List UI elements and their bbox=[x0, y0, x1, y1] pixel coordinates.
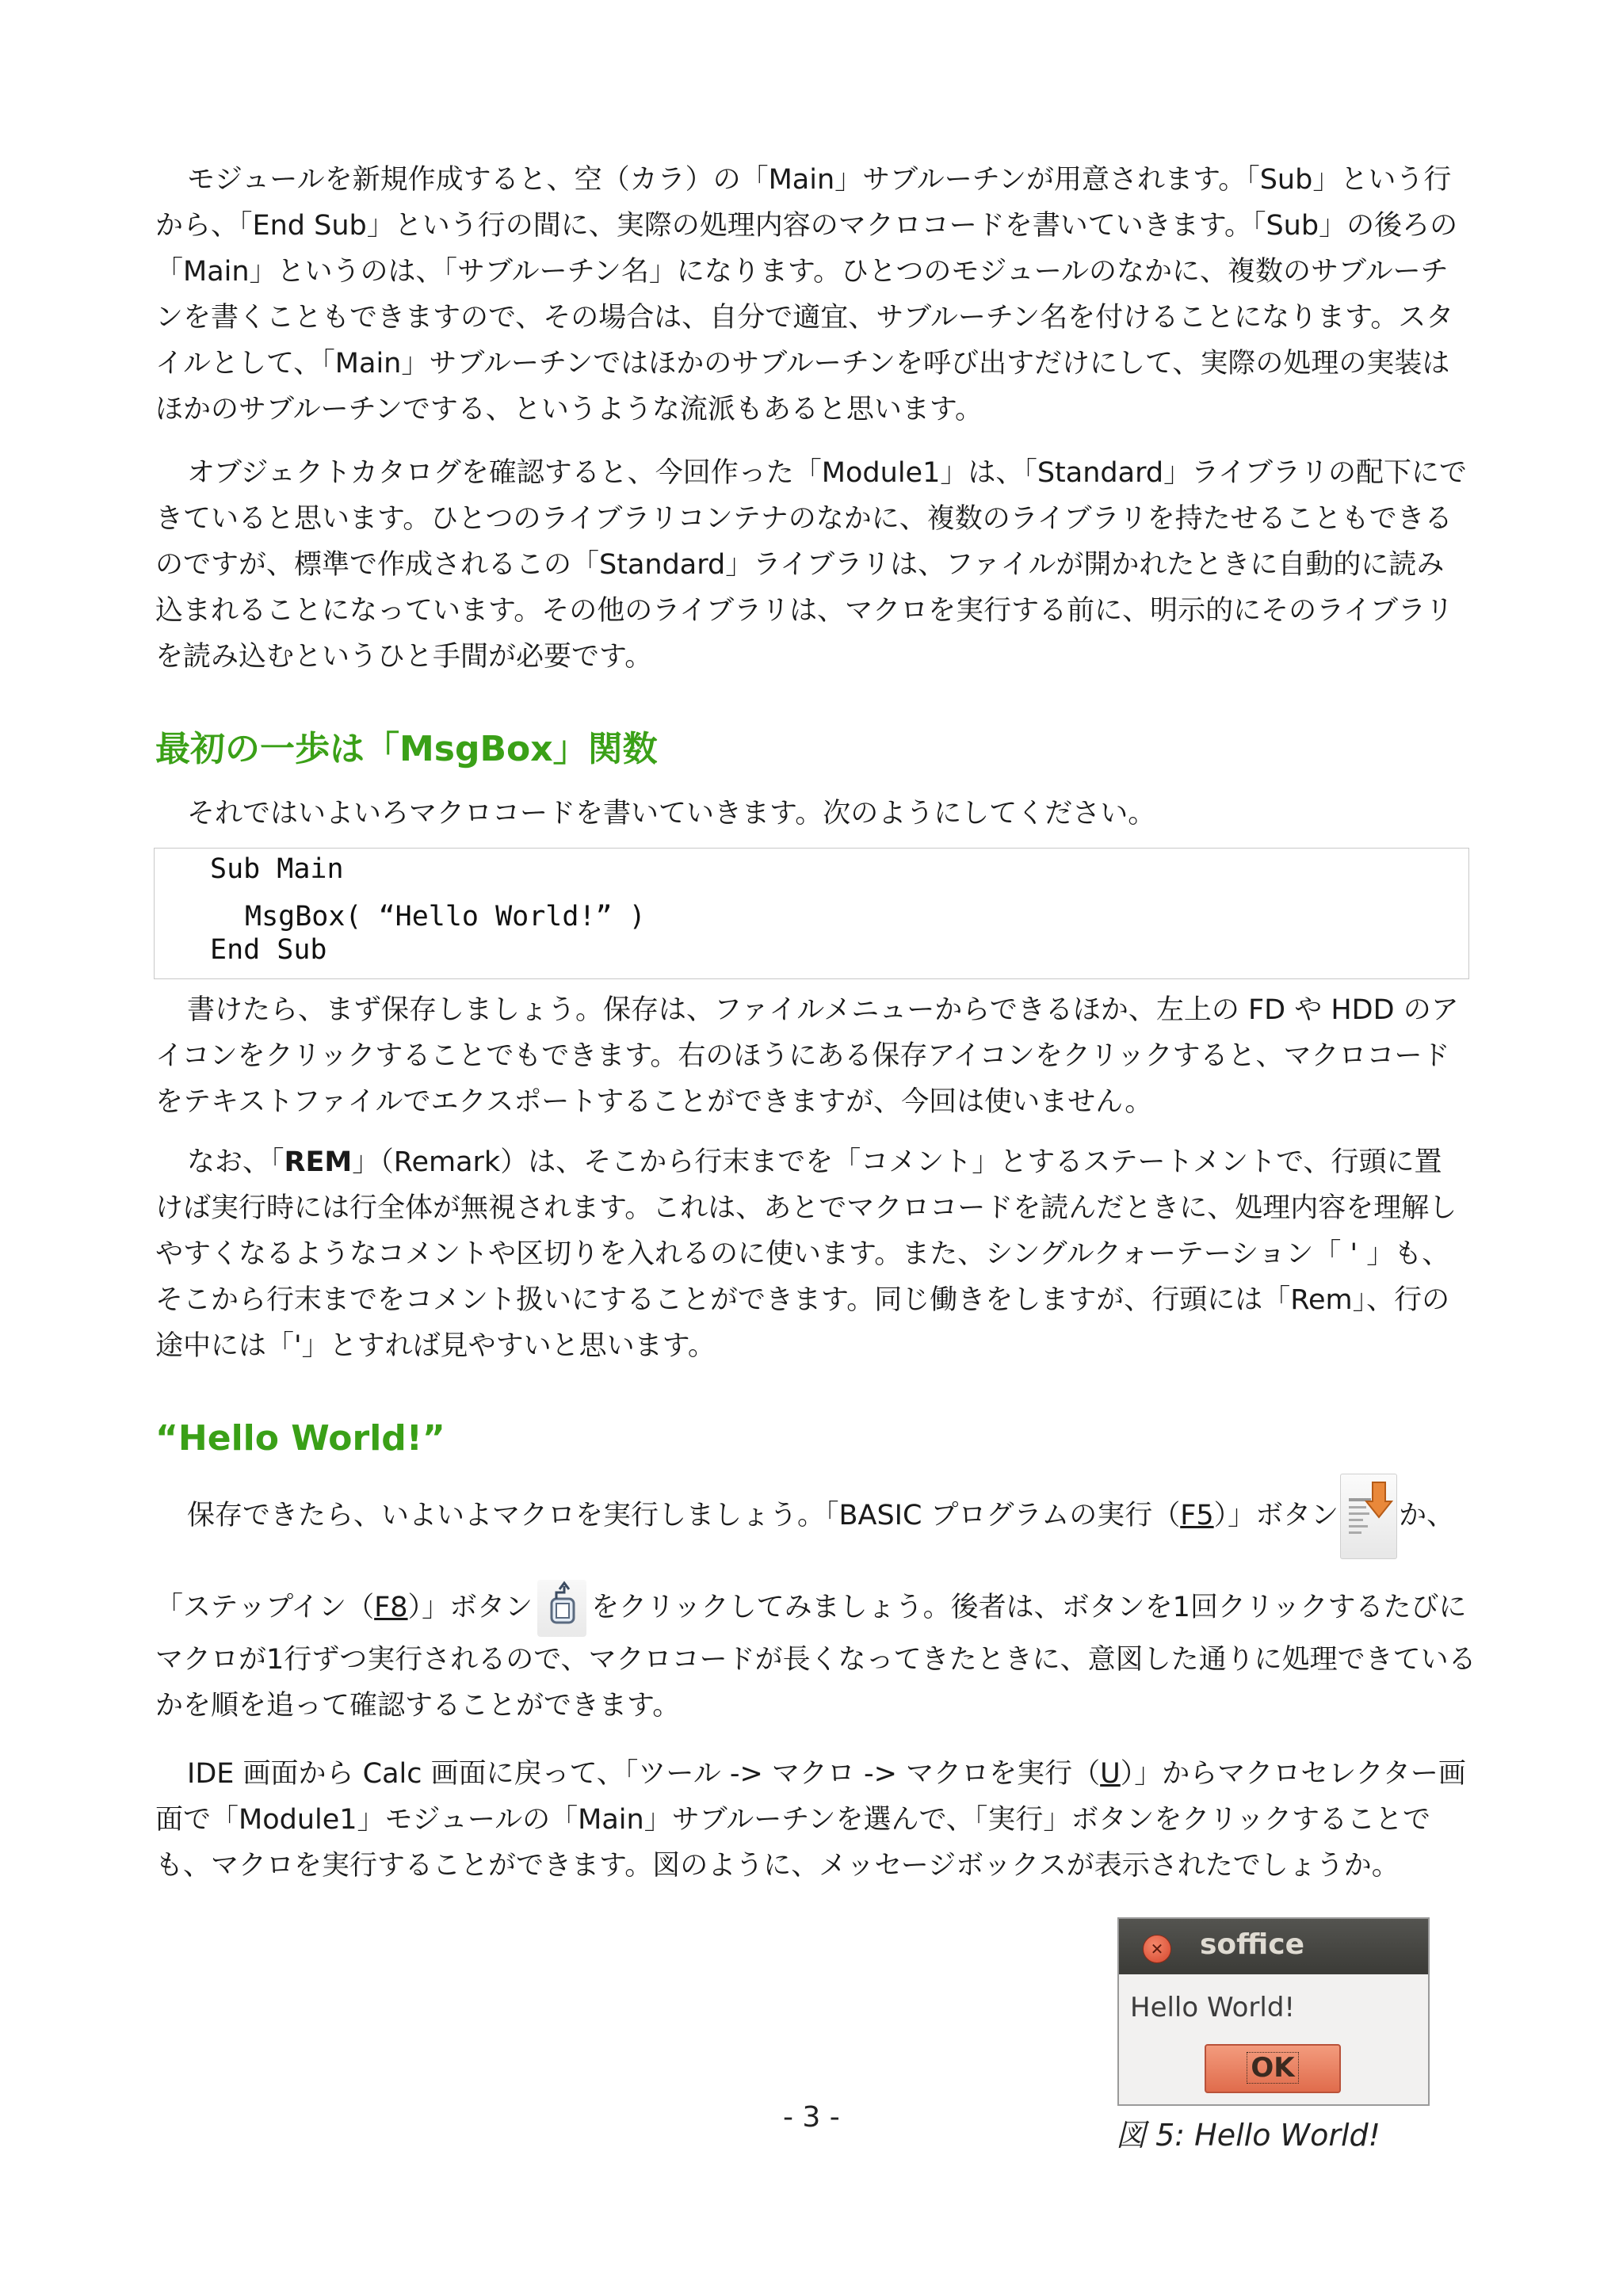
calc-text-before: IDE 画面から Calc 画面に戻って、「ツール -> マクロ -> マクロを実行（ bbox=[187, 1758, 1101, 1790]
heading-hello-world: “Hello World!” bbox=[155, 1418, 445, 1459]
calc-key-u: U bbox=[1100, 1758, 1121, 1790]
paragraph-run-line1 bbox=[155, 1474, 1503, 1559]
code-line-end-sub: End Sub bbox=[210, 934, 327, 966]
dialog-message: Hello World! bbox=[1130, 1992, 1296, 2023]
close-icon[interactable] bbox=[1143, 1935, 1171, 1963]
paragraph-rem bbox=[155, 1139, 1469, 1369]
rem-text-before: なお、「 bbox=[187, 1146, 285, 1178]
step-text-before: 「ステップイン（ bbox=[155, 1592, 375, 1623]
paragraph-object-catalog: オブジェクトカタログを確認すると、今回作った「Module1」は、「Standard」ライブラリの配下にできていると思います。ひとつのライブラリコンテナのなかに、複数のライブラリを持たせることもできるのですが、標準で作成されるこの「Standard」ライブラリは、ファイルが開かれたときに自動的に読み込まれることになっています。その他のライブラリは、マクロを実行する前に、明示的にそのライブラリを読み込むというひと手間が必要です。 bbox=[155, 457, 1467, 673]
paragraph-step-into bbox=[155, 1580, 1487, 1729]
paragraph-module-intro: モジュールを新規作成すると、空（カラ）の「Main」サブルーチンが用意されます。「Sub」という行から、「End Sub」という行の間に、実際の処理内容のマクロコードを書いていきます。「Sub」の後ろの「Main」というのは、「サブルーチン名」になります。ひとつのモジュールのなかに、複数のサブルーチンを書くこともできますので、その場合は、自分で適宜、サブルーチン名を付けることになります。スタイルとして、「Main」サブルーチンではほかのサブルーチンを呼び出すだけにして、実際の処理の実装はほかのサブルーチンでする、というような流派もあると思います。 bbox=[155, 164, 1458, 425]
run-basic-icon[interactable] bbox=[1340, 1474, 1397, 1559]
figure-caption: 図 5: Hello World! bbox=[1116, 2118, 1381, 2153]
close-x-glyph: ✕ bbox=[1150, 1939, 1164, 1958]
code-block bbox=[154, 848, 1469, 979]
dialog-titlebar bbox=[1119, 1919, 1428, 1974]
step-text-after: をクリックしてみましょう。後者は、ボタンを1回クリックするたびにマクロが1行ずつ実行されるので、マクロコードが長くなってきたときに、意図した通りに処理できているかを順を追って確認することができます。 bbox=[155, 1592, 1476, 1722]
paragraph-write-code: それではいよいろマクロコードを書いていきます。次のようにしてください。 bbox=[187, 798, 1156, 830]
run-text-after: か、 bbox=[1399, 1500, 1455, 1531]
code-line-sub-main: Sub Main bbox=[210, 853, 344, 885]
run-text-button: ）」ボタン bbox=[1213, 1500, 1339, 1531]
calc-text-after: ）」からマクロセレクター画面で「Module1」モジュールの「Main」サブルーチンを選んで、「実行」ボタンをクリックすることでも、マクロを実行することができます。図のように、メッセージボックスが表示されたでしょうか。 bbox=[155, 1758, 1466, 1882]
page-number: - 3 - bbox=[783, 2101, 840, 2134]
step-into-icon[interactable] bbox=[537, 1580, 586, 1637]
paragraph-calc-run bbox=[155, 1751, 1469, 1889]
run-key-f5: F5 bbox=[1180, 1500, 1214, 1531]
message-box-dialog bbox=[1117, 1917, 1430, 2106]
paragraph-save: 書けたら、まず保存しましょう。保存は、ファイルメニューからできるほか、左上の FD や HDD のアイコンをクリックすることでもできます。右のほうにある保存アイコンをクリックすると、マクロコードをテキストファイルでエクスポートすることができますが、今回は使いません。 bbox=[155, 994, 1459, 1118]
ok-button-label: OK bbox=[1247, 2052, 1298, 2084]
step-key-f8: F8 bbox=[374, 1592, 408, 1623]
run-text-before: 保存できたら、いよいよマクロを実行しましょう。「BASIC プログラムの実行（ bbox=[187, 1500, 1181, 1531]
step-text-button: ）」ボタン bbox=[407, 1592, 533, 1623]
heading-msgbox: 最初の一歩は「MsgBox」関数 bbox=[155, 729, 658, 769]
code-line-msgbox: MsgBox( “Hello World!” ) bbox=[245, 901, 646, 933]
rem-keyword: REM bbox=[284, 1146, 353, 1178]
dialog-title: soffice bbox=[1200, 1928, 1305, 1961]
ok-button[interactable] bbox=[1205, 2044, 1341, 2093]
rem-text-after: 」（Remark）は、そこから行末までを「コメント」とするステートメントで、行頭に置けば実行時には行全体が無視されます。これは、あとでマクロコードを読んだときに、処理内容を理解しやすくなるようなコメントや区切りを入れるのに使います。また、シングルクォーテーション「 ' 」も、そこから行末までをコメント扱いにすることができます。同じ働きをしますが、行頭には「Rem」、行の途中には「'」とすれば見やすいと思います。 bbox=[155, 1146, 1457, 1362]
